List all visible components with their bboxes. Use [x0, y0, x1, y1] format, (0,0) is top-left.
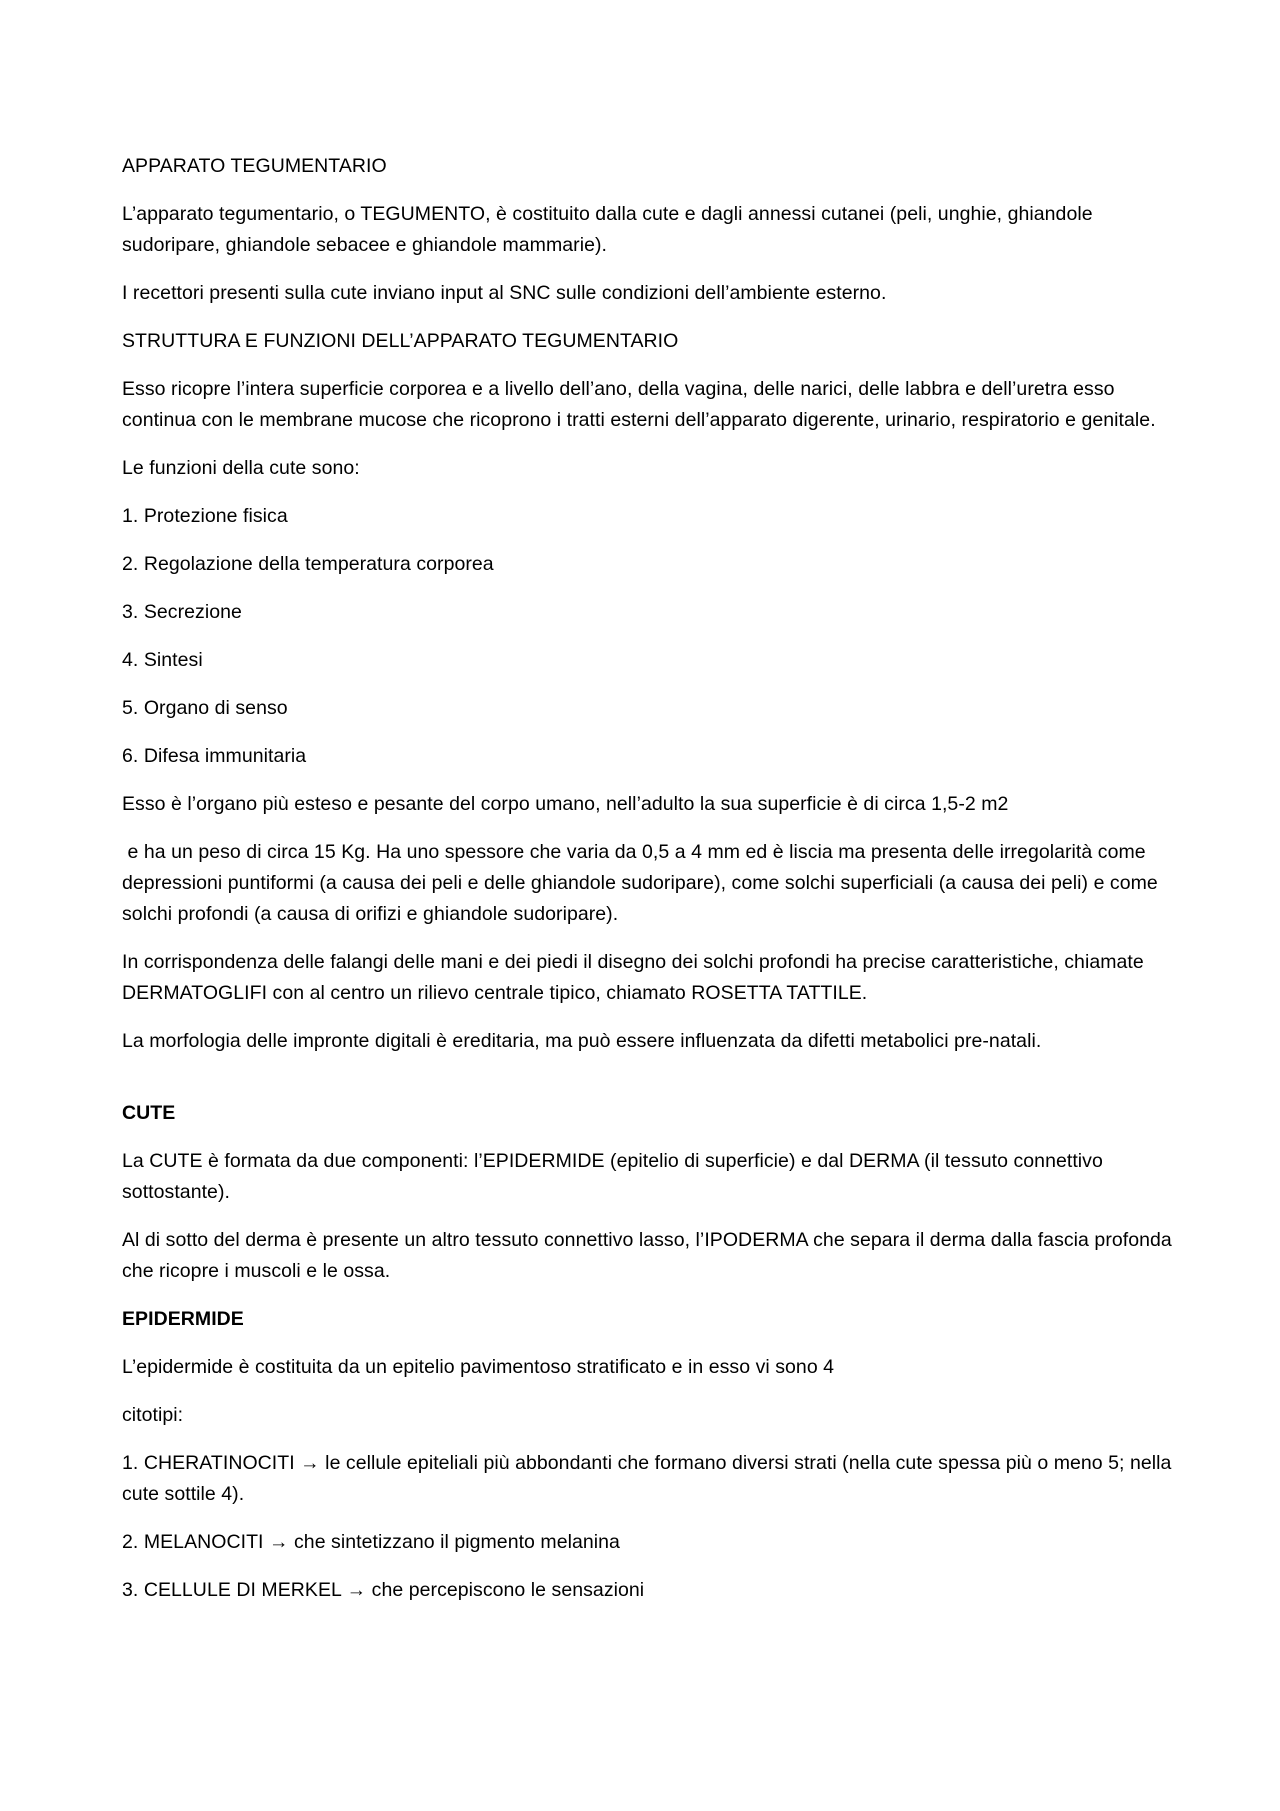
dermatoglyphs-paragraph: In corrispondenza delle falangi delle mani e dei piedi il disegno dei solchi profondi ha precise caratteristiche, chiamate DERMATOGLIFI con al centro un rilievo centrale tipico, chiamato ROSETTA TATTILE.: [122, 951, 1144, 1004]
cell-type-item: 2. MELANOCITI → che sintetizzano il pigmento melanina: [122, 1531, 620, 1553]
function-item: 1. Protezione fisica: [122, 505, 288, 527]
cytotypes-label: citotipi:: [122, 1404, 184, 1426]
weight-paragraph: e ha un peso di circa 15 Kg. Ha uno spessore che varia da 0,5 a 4 mm ed è liscia ma presenta delle irregolarità come depressioni puntiformi (a causa dei peli e delle ghiandole sudoripare), come solchi superficiali (a causa dei peli) e come solchi profondi (a causa di orifizi e ghiandole sudoripare).: [122, 841, 1164, 925]
spacer: [122, 1074, 1172, 1098]
document-title: APPARATO TEGUMENTARIO: [122, 155, 387, 177]
cell-type-item: 3. CELLULE DI MERKEL → che percepiscono le sensazioni: [122, 1579, 645, 1601]
document-page: [122, 151, 1172, 1623]
function-item: 3. Secrezione: [122, 601, 242, 623]
function-item: 6. Difesa immunitaria: [122, 745, 307, 767]
receptors-paragraph: I recettori presenti sulla cute inviano input al SNC sulle condizioni dell’ambiente esterno.: [122, 282, 887, 304]
function-item: 4. Sintesi: [122, 649, 203, 671]
hypodermis-paragraph: Al di sotto del derma è presente un altro tessuto connettivo lasso, l’IPODERMA che separa il derma dalla fascia profonda che ricopre i muscoli e le ossa.: [122, 1229, 1172, 1282]
fingerprints-paragraph: La morfologia delle impronte digitali è ereditaria, ma può essere influenzata da difetti metabolici pre-natali.: [122, 1030, 1042, 1052]
epidermide-paragraph: L’epidermide è costituita da un epitelio pavimentoso stratificato e in esso vi sono 4: [122, 1356, 835, 1378]
intro-paragraph: L’apparato tegumentario, o TEGUMENTO, è costituito dalla cute e dagli annessi cutanei (peli, unghie, ghiandole sudoripare, ghiandole sebacee e ghiandole mammarie).: [122, 203, 1093, 256]
functions-intro: Le funzioni della cute sono:: [122, 457, 360, 479]
cell-type-item: 1. CHERATINOCITI → le cellule epiteliali più abbondanti che formano diversi strati (nella cute spessa più o meno 5; nella cute sottile 4).: [122, 1452, 1172, 1505]
cute-heading: CUTE: [122, 1102, 176, 1124]
structure-paragraph: Esso ricopre l’intera superficie corporea e a livello dell’ano, della vagina, delle narici, delle labbra e dell’uretra esso continua con le membrane mucose che ricoprono i tratti esterni dell’apparato digerente, urinario, respiratorio e genitale.: [122, 378, 1156, 431]
structure-heading: STRUTTURA E FUNZIONI DELL’APPARATO TEGUMENTARIO: [122, 330, 679, 352]
size-paragraph: Esso è l’organo più esteso e pesante del corpo umano, nell’adulto la sua superficie è di circa 1,5-2 m2: [122, 793, 1009, 815]
epidermide-heading: EPIDERMIDE: [122, 1308, 244, 1330]
cute-paragraph: La CUTE è formata da due componenti: l’EPIDERMIDE (epitelio di superficie) e dal DERMA (il tessuto connettivo sottostante).: [122, 1150, 1103, 1203]
function-item: 2. Regolazione della temperatura corporea: [122, 553, 494, 575]
function-item: 5. Organo di senso: [122, 697, 288, 719]
